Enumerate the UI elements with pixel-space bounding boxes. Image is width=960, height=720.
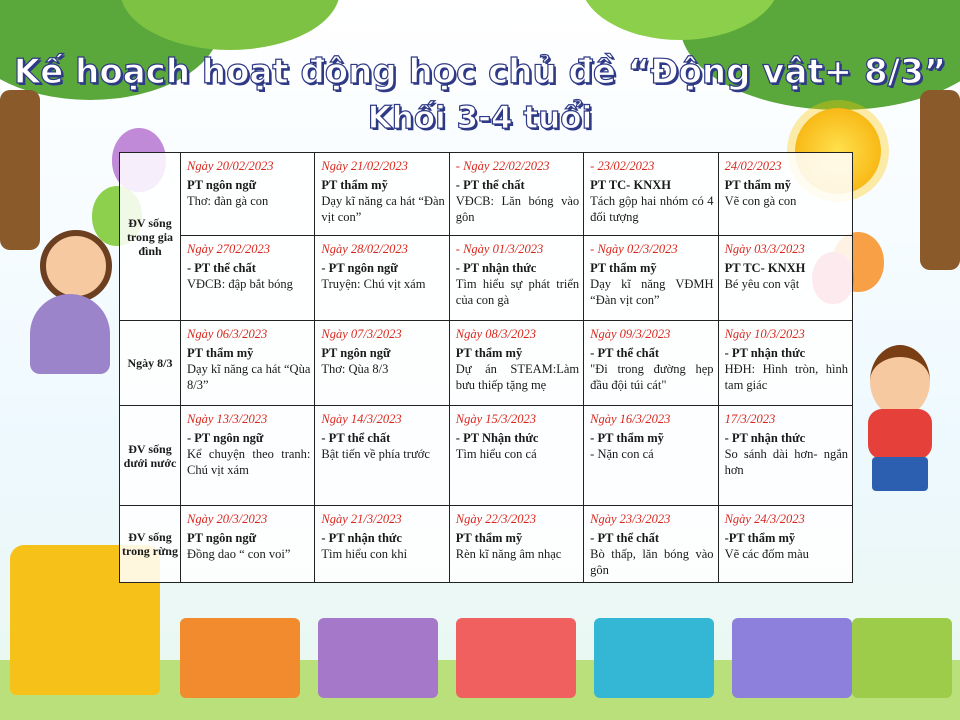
train-car-purple — [318, 618, 438, 698]
day-area: - PT thẩm mỹ — [590, 431, 664, 445]
day-activity: Bò thấp, lăn bóng vào gôn — [590, 547, 714, 577]
day-date: Ngày 2702/2023 — [187, 242, 270, 256]
day-area: - PT Nhận thức — [455, 431, 539, 445]
day-area: - PT nhận thức — [724, 431, 806, 445]
train-car-orange — [180, 618, 300, 698]
day-date: Ngày 15/3/2023 — [455, 412, 536, 426]
day-date: Ngày 06/3/2023 — [187, 327, 268, 341]
day-date: Ngày 13/3/2023 — [187, 412, 268, 426]
day-area: - PT thể chất — [590, 531, 660, 545]
day-cell — [181, 321, 315, 406]
day-date: Ngày 10/3/2023 — [724, 327, 805, 341]
day-area: - PT ngôn ngữ — [187, 431, 264, 445]
table-row — [120, 506, 853, 583]
day-cell — [584, 406, 718, 506]
day-date: Ngày 20/3/2023 — [187, 512, 268, 526]
boy-illustration — [850, 345, 950, 495]
train-car-cyan — [594, 618, 714, 698]
day-area: - PT nhận thức — [321, 531, 402, 545]
day-activity: Vẽ các đốm màu — [724, 547, 809, 561]
day-activity: Tìm hiểu con cá — [455, 447, 537, 461]
day-activity: HĐH: Hình tròn, hình tam giác — [724, 362, 848, 392]
day-cell — [449, 321, 583, 406]
day-activity: Dạy kĩ năng ca hát “Qùa 8/3” — [187, 362, 311, 392]
day-cell — [181, 236, 315, 321]
day-date: Ngày 20/02/2023 — [187, 159, 274, 173]
train-car-green — [852, 618, 952, 698]
day-cell — [315, 506, 449, 583]
boy-shirt — [868, 409, 932, 459]
day-date: Ngày 07/3/2023 — [321, 327, 402, 341]
day-cell — [718, 321, 852, 406]
day-activity: Đồng dao “ con voi” — [187, 547, 291, 561]
day-cell — [315, 406, 449, 506]
day-cell — [584, 236, 718, 321]
girl-dress — [30, 294, 110, 374]
page-subtitle: Khối 3-4 tuổi — [367, 100, 593, 136]
day-area: PT ngôn ngữ — [321, 346, 391, 360]
day-date: Ngày 03/3/2023 — [724, 242, 805, 256]
day-cell — [315, 153, 449, 236]
day-activity: So sánh dài hơn- ngắn hơn — [724, 447, 848, 477]
day-area: - PT thể chất — [187, 261, 256, 275]
day-activity: Tìm hiểu sự phát triển của con gà — [455, 277, 580, 307]
train-car-violet — [732, 618, 852, 698]
day-cell — [449, 406, 583, 506]
day-date: Ngày 08/3/2023 — [455, 327, 536, 341]
day-activity: VĐCB: đập bắt bóng — [187, 277, 293, 291]
day-activity: Rèn kĩ năng âm nhạc — [455, 547, 562, 561]
day-area: -PT thẩm mỹ — [724, 531, 796, 545]
day-activity: Thơ: đàn gà con — [187, 194, 269, 208]
day-date: Ngày 28/02/2023 — [321, 242, 408, 256]
day-area: PT thẩm mỹ — [455, 346, 523, 360]
day-date: 24/02/2023 — [724, 159, 782, 173]
day-cell — [449, 153, 583, 236]
day-activity: Bé yêu con vật — [724, 277, 800, 291]
day-cell — [449, 236, 583, 321]
day-cell — [718, 236, 852, 321]
day-date: - Ngày 02/3/2023 — [590, 242, 678, 256]
day-date: Ngày 16/3/2023 — [590, 412, 671, 426]
day-date: Ngày 24/3/2023 — [724, 512, 805, 526]
day-activity: - Nặn con cá — [590, 447, 654, 461]
boy-head — [870, 345, 930, 417]
day-area: PT TC- KNXH — [724, 261, 806, 275]
day-cell — [181, 153, 315, 236]
theme-cell: ĐV sống dưới nước — [120, 406, 181, 506]
day-activity: Tách gộp hai nhóm có 4 đối tượng — [590, 194, 714, 224]
day-cell — [181, 506, 315, 583]
day-cell — [181, 406, 315, 506]
day-area: - PT thể chất — [590, 346, 660, 360]
day-activity: Kể chuyện theo tranh: Chú vịt xám — [187, 447, 311, 477]
day-area: PT thẩm mỹ — [455, 531, 523, 545]
table-row — [120, 236, 853, 321]
day-area: - PT thể chất — [321, 431, 391, 445]
day-date: Ngày 09/3/2023 — [590, 327, 671, 341]
day-area: PT TC- KNXH — [590, 178, 671, 192]
day-activity: Dạy kĩ năng VĐMH “Đàn vịt con” — [590, 277, 714, 307]
day-area: - PT nhận thức — [455, 261, 537, 275]
day-activity: Bật tiến về phía trước — [321, 447, 430, 461]
day-area: PT ngôn ngữ — [187, 531, 257, 545]
day-activity: VĐCB: Lăn bóng vào gôn — [455, 194, 580, 224]
boy-pants — [872, 457, 928, 491]
table-row — [120, 406, 853, 506]
day-cell — [584, 153, 718, 236]
day-activity: Tìm hiểu con khỉ — [321, 547, 408, 561]
day-activity: Truyện: Chú vịt xám — [321, 277, 426, 291]
day-date: - Ngày 22/02/2023 — [455, 159, 550, 173]
day-date: 17/3/2023 — [724, 412, 776, 426]
day-date: Ngày 21/02/2023 — [321, 159, 408, 173]
day-cell — [449, 506, 583, 583]
day-area: PT thẩm mỹ — [321, 178, 388, 192]
day-activity: Vẽ con gà con — [724, 194, 797, 208]
day-cell — [718, 506, 852, 583]
day-activity: "Đi trong đường hẹp đầu đội túi cát" — [590, 362, 714, 392]
page-title: Kế hoạch hoạt động học chủ đề “Động vật+ 8/3” — [13, 52, 947, 92]
day-area: PT thẩm mỹ — [590, 261, 657, 275]
girl-illustration — [20, 230, 120, 400]
train-car-red — [456, 618, 576, 698]
day-area: - PT ngôn ngữ — [321, 261, 398, 275]
day-date: Ngày 14/3/2023 — [321, 412, 402, 426]
day-activity: Dạy kĩ năng ca hát “Đàn vịt con” — [321, 194, 445, 224]
day-cell — [315, 321, 449, 406]
table-row — [120, 153, 853, 236]
theme-cell: ĐV sống trong gia đình — [120, 153, 181, 321]
theme-cell: ĐV sống trong rừng — [120, 506, 181, 583]
day-cell — [315, 236, 449, 321]
day-area: PT ngôn ngữ — [187, 178, 257, 192]
theme-cell: Ngày 8/3 — [120, 321, 181, 406]
schedule-table — [119, 152, 853, 583]
day-date: Ngày 22/3/2023 — [455, 512, 536, 526]
day-date: Ngày 21/3/2023 — [321, 512, 402, 526]
day-cell — [584, 506, 718, 583]
day-area: - PT thể chất — [455, 178, 525, 192]
day-area: PT thẩm mỹ — [724, 178, 791, 192]
day-date: - Ngày 01/3/2023 — [455, 242, 544, 256]
day-activity: Dự án STEAM:Làm bưu thiếp tặng mẹ — [455, 362, 580, 392]
day-cell — [584, 321, 718, 406]
day-activity: Thơ: Qùa 8/3 — [321, 362, 389, 376]
day-cell — [718, 153, 852, 236]
day-area: - PT nhận thức — [724, 346, 806, 360]
day-date: Ngày 23/3/2023 — [590, 512, 671, 526]
day-cell — [718, 406, 852, 506]
day-area: PT thẩm mỹ — [187, 346, 254, 360]
girl-head — [40, 230, 112, 302]
table-row — [120, 321, 853, 406]
day-date: - 23/02/2023 — [590, 159, 655, 173]
